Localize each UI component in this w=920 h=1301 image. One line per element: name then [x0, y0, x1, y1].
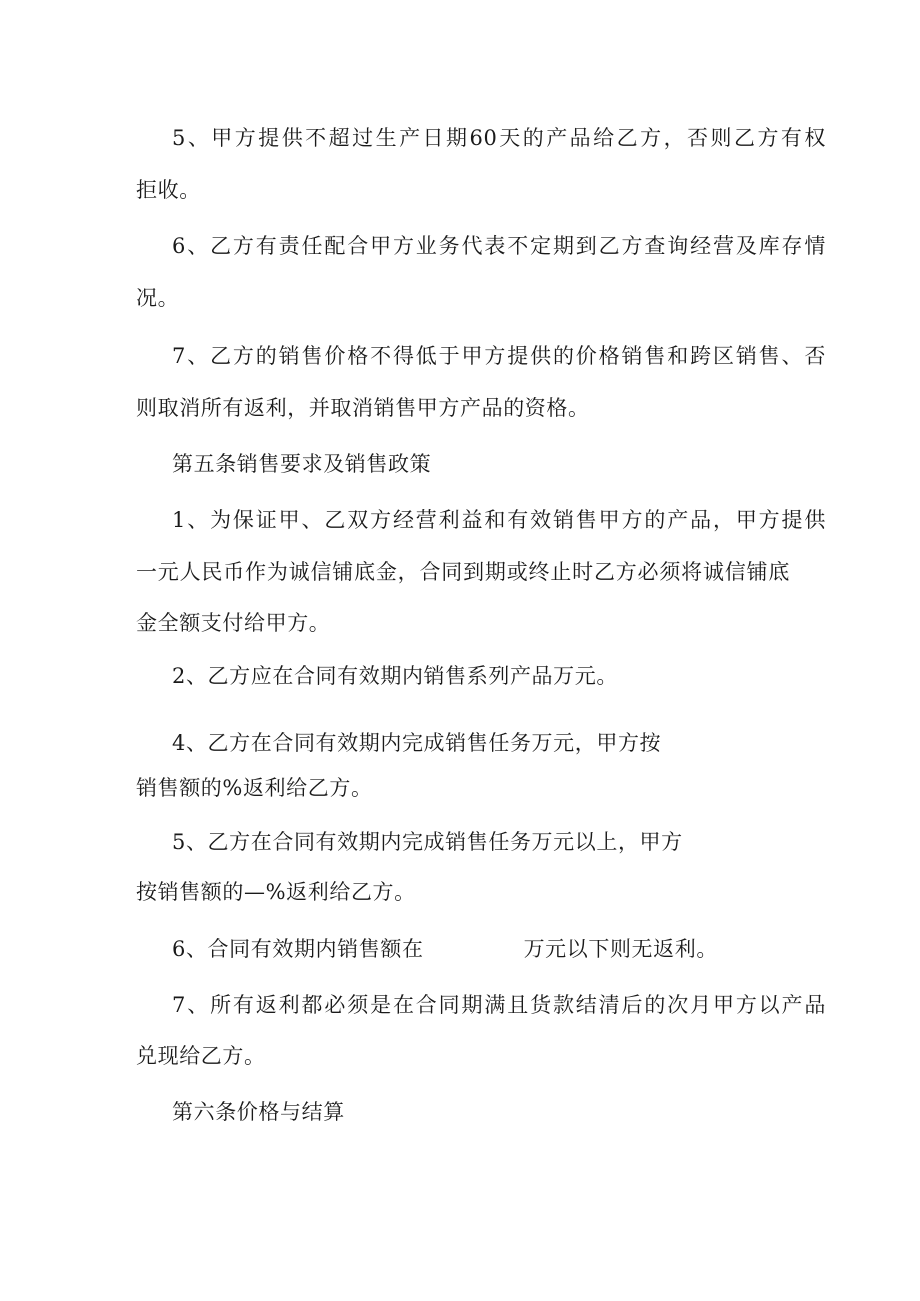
clause-6-line-2: 况。: [136, 286, 180, 310]
policy-1-line-3: 金全额支付给甲方。: [136, 611, 331, 635]
policy-1-line-1: 1、为保证甲、乙双方经营利益和有效销售甲方的产品，甲方提供: [172, 508, 826, 532]
article-6-heading: 第六条价格与结算: [172, 1100, 345, 1124]
policy-4-line-2: 销售额的%返利给乙方。: [136, 776, 373, 800]
policy-2-line-1: 2、乙方应在合同有效期内销售系列产品万元。: [172, 664, 618, 688]
clause-7-line-1: 7、乙方的销售价格不得低于甲方提供的价格销售和跨区销售、否: [172, 344, 826, 368]
policy-7-line-2: 兑现给乙方。: [136, 1044, 266, 1068]
policy-6-text-after-blank: 万元以下则无返利。: [523, 937, 718, 961]
policy-4-line-1: 4、乙方在合同有效期内完成销售任务万元，甲方按: [172, 731, 662, 755]
policy-6-text-before-blank: 6、合同有效期内销售额在: [172, 937, 424, 961]
policy-1-line-2: 一元人民币作为诚信铺底金，合同到期或终止时乙方必须将诚信铺底: [136, 560, 790, 584]
policy-5-line-1: 5、乙方在合同有效期内完成销售任务万元以上，甲方: [172, 830, 683, 854]
clause-5-line-1: 5、甲方提供不超过生产日期60天的产品给乙方，否则乙方有权: [172, 126, 826, 150]
clause-7-line-2: 则取消所有返利，并取消销售甲方产品的资格。: [136, 396, 590, 420]
policy-5-line-2: 按销售额的—%返利给乙方。: [136, 880, 416, 904]
clause-5-line-2: 拒收。: [136, 178, 201, 202]
policy-6-line-1: [172, 937, 718, 961]
clause-6-line-1: 6、乙方有责任配合甲方业务代表不定期到乙方查询经营及库存情: [172, 234, 826, 258]
article-5-heading: 第五条销售要求及销售政策: [172, 452, 432, 476]
policy-7-line-1: 7、所有返利都必须是在合同期满且货款结清后的次月甲方以产品: [172, 993, 826, 1017]
